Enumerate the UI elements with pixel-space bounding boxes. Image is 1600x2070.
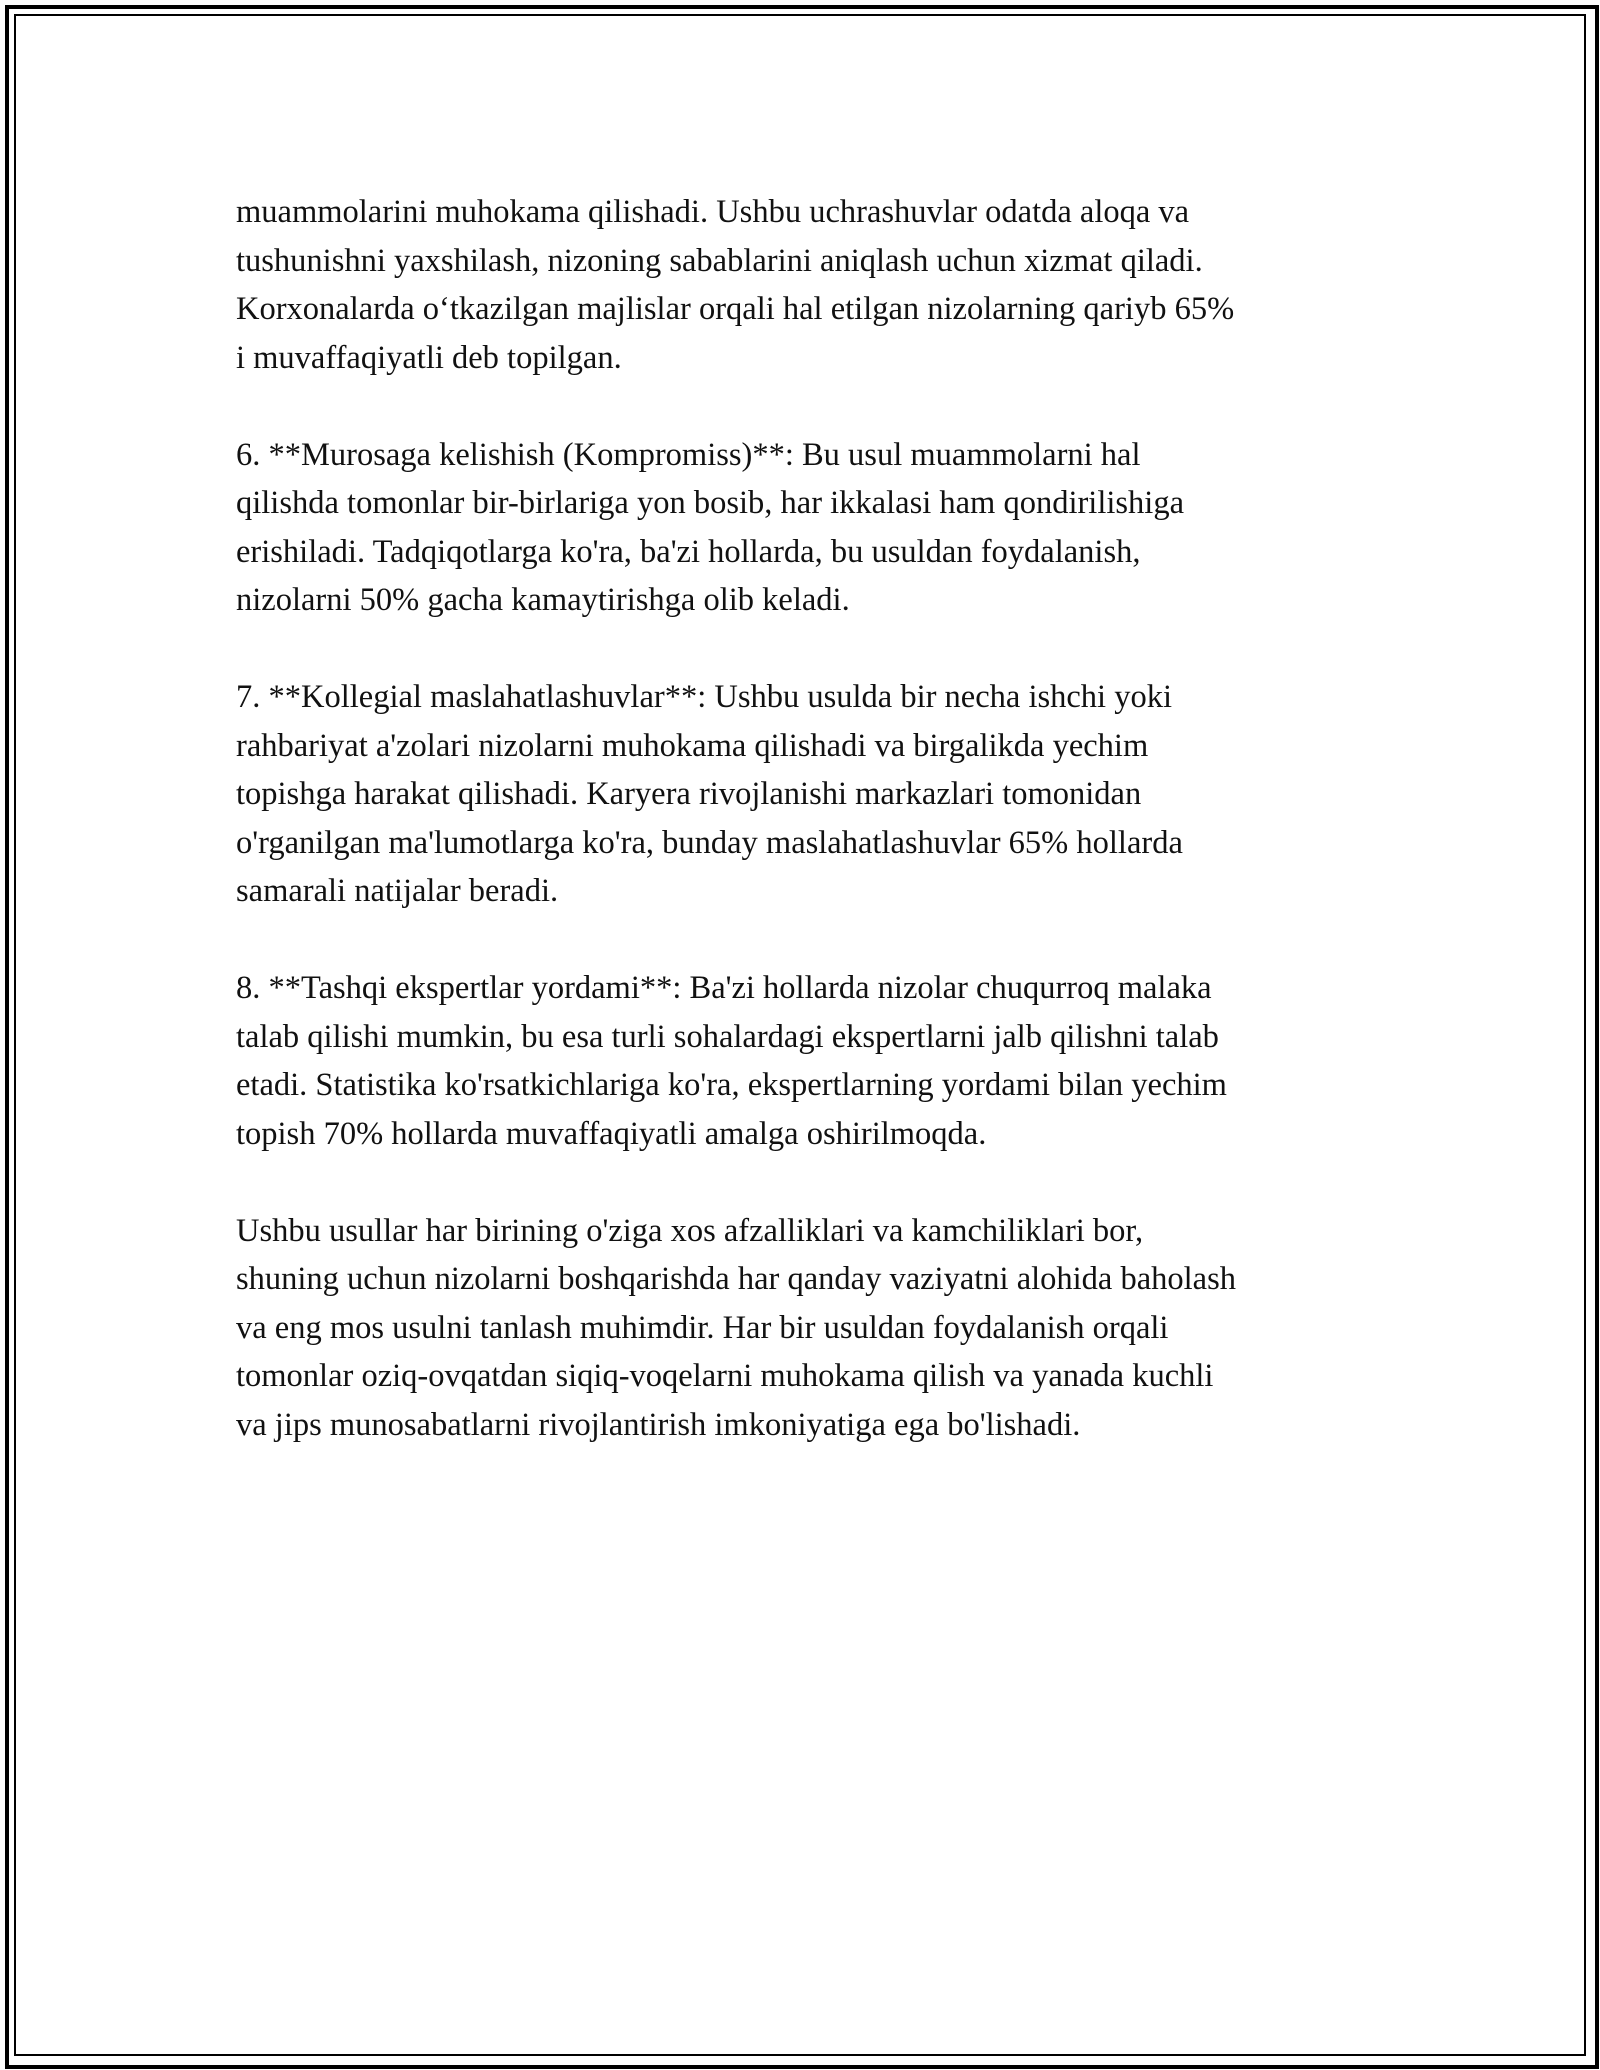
paragraph-external-experts: 8. **Tashqi ekspertlar yordami**: Ba'zi hollarda nizolar chuqurroq malaka talab qilishi mumkin, bu esa turli sohalardagi ekspertlarni jalb qilishni talab etadi. Statistika ko'rsatkichlariga ko'ra, ekspertlarning yordami bilan yechim topish 70% hollarda muvaffaqiyatli amalga oshirilmoqda. — [236, 970, 1227, 1152]
paragraph-collegial-consultations: 7. **Kollegial maslahatlashuvlar**: Ushbu usulda bir necha ishchi yoki rahbariyat a'zolari nizolarni muhokama qilishadi va birgalikda yechim topishga harakat qilishadi. Karyera rivojlanishi markazlari tomonidan o'rganilgan ma'lumotlarga ko'ra, bunday maslahatlashuvlar 65% hollarda samarali natijalar beradi. — [236, 679, 1183, 909]
paragraph-compromise: 6. **Murosaga kelishish (Kompromiss)**: Bu usul muammolarni hal qilishda tomonlar bir-birlariga yon bosib, har ikkalasi ham qondirilishiga erishiladi. Tadqiqotlarga ko'ra, ba'zi hollarda, bu usuldan foydalanish, nizolarni 50% gacha kamaytirishga olib keladi. — [236, 436, 1184, 618]
document-body — [236, 188, 1386, 1498]
paragraph-conclusion: Ushbu usullar har birining o'ziga xos afzalliklari va kamchiliklari bor, shuning uchun nizolarni boshqarishda har qanday vaziyatni alohida baholash va eng mos usulni tanlash muhimdir. Har bir usuldan foydalanish orqali tomonlar oziq-ovqatdan siqiq-voqelarni muhokama qilish va yanada kuchli va jips munosabatlarni rivojlantirish imkoniyatiga ega bo'lishadi. — [236, 1212, 1237, 1443]
paragraph-meetings-continuation: muammolarini muhokama qilishadi. Ushbu uchrashuvlar odatda aloqa va tushunishni yaxshilash, nizoning sabablarini aniqlash uchun xizmat qiladi. Korxonalarda o‘tkazilgan majlislar orqali hal etilgan nizolarning qariyb 65% i muvaffaqiyatli deb topilgan. — [236, 194, 1235, 376]
